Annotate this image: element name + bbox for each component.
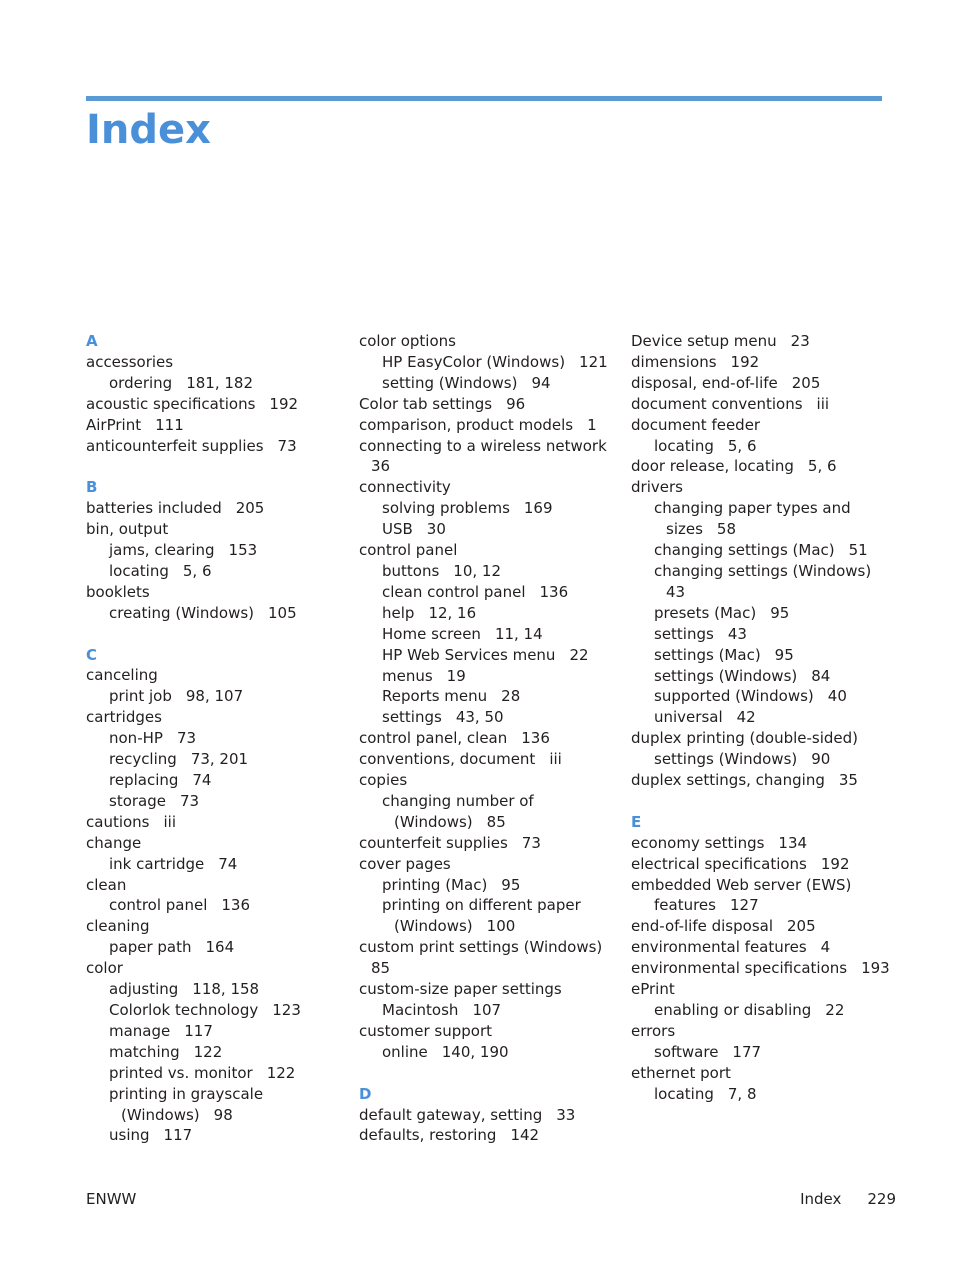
index-entry: [631, 770, 890, 791]
index-entry: [359, 331, 608, 352]
index-page-ref: 122: [266, 1063, 296, 1082]
index-page-ref: 105: [268, 603, 297, 622]
index-entry: [359, 979, 608, 1000]
index-page-ref: 107: [472, 1001, 502, 1019]
index-entry: [631, 979, 890, 1000]
index-entry: [86, 1042, 301, 1063]
index-term: features: [654, 896, 716, 915]
index-term: cartridges: [86, 708, 162, 727]
index-entry: [631, 895, 890, 916]
index-entry: [631, 666, 890, 687]
index-term: control panel, clean: [359, 729, 508, 748]
index-letter-heading: E: [631, 812, 642, 831]
index-page-ref: 136: [521, 729, 550, 748]
index-entry: [631, 477, 890, 498]
index-entry: [86, 561, 301, 582]
index-page-ref: 205: [787, 917, 816, 936]
index-page-ref: 96: [506, 394, 526, 413]
index-term: 43: [666, 582, 686, 601]
index-page-ref: 43: [727, 624, 747, 643]
index-page-ref: 98: [213, 1105, 233, 1124]
index-entry: [631, 958, 890, 979]
index-term: cautions: [86, 812, 150, 831]
index-term: settings: [654, 624, 714, 643]
index-page-ref: 74: [218, 854, 238, 873]
index-entry: [631, 394, 890, 415]
index-term: supported (Windows): [654, 687, 814, 706]
index-entry: [359, 1000, 608, 1021]
index-term: color: [86, 959, 123, 978]
index-term: custom-size paper settings: [359, 980, 562, 999]
index-entry: [359, 686, 608, 707]
index-page-ref: 90: [811, 750, 831, 769]
page-number: 229: [867, 1190, 896, 1208]
index-page-ref: 181, 182: [186, 373, 253, 392]
index-term: dimensions: [631, 352, 717, 371]
index-term: economy settings: [631, 833, 765, 852]
index-letter-heading: D: [359, 1084, 372, 1103]
index-page-ref: 98, 107: [185, 687, 244, 706]
index-entry: [631, 875, 890, 896]
index-term: HP EasyColor (Windows): [382, 352, 566, 371]
index-page-ref: iii: [549, 750, 562, 769]
index-term: conventions, document: [359, 750, 536, 769]
index-entry: [359, 498, 608, 519]
index-entry: [359, 937, 608, 958]
page-title: Index: [86, 107, 211, 153]
index-term: using: [109, 1126, 150, 1145]
index-term: end-of-life disposal: [631, 917, 773, 936]
index-term: connecting to a wireless network: [359, 436, 607, 455]
index-entry: [359, 394, 608, 415]
index-entry: [86, 749, 301, 770]
index-term: settings (Windows): [654, 666, 798, 685]
index-page-ref: 4: [820, 938, 831, 957]
index-entry: [86, 770, 301, 791]
index-entry: [86, 582, 301, 603]
index-letter-heading: A: [86, 332, 98, 350]
index-term: paper path: [109, 938, 192, 957]
index-page-ref: 140, 190: [441, 1042, 509, 1061]
index-page-ref: 73, 201: [190, 750, 249, 769]
index-page-ref: 10, 12: [453, 561, 502, 580]
index-entry: [359, 456, 608, 477]
index-entry: [86, 791, 301, 812]
index-entry: [359, 854, 608, 875]
index-entry: [86, 436, 301, 457]
index-entry: [631, 519, 890, 540]
index-column-1: [86, 331, 301, 1146]
index-entry: [86, 875, 301, 896]
index-entry: [359, 477, 608, 498]
index-term: control panel: [109, 896, 208, 915]
index-term: 85: [371, 959, 391, 978]
index-page-ref: 19: [446, 666, 466, 685]
index-term: (Windows): [121, 1105, 200, 1124]
index-column-3: [631, 331, 890, 1105]
index-page-ref: 33: [556, 1105, 576, 1124]
index-term: printing (Mac): [382, 875, 488, 894]
index-entry: [86, 937, 301, 958]
index-entry: [359, 603, 608, 624]
index-letter-heading: B: [86, 478, 98, 497]
index-term: online: [382, 1042, 428, 1061]
index-entry: [86, 958, 301, 979]
index-term: errors: [631, 1021, 676, 1040]
index-entry: [631, 686, 890, 707]
index-page-ref: iii: [816, 394, 830, 413]
index-page-ref: 23: [790, 332, 810, 350]
index-term: matching: [109, 1042, 180, 1061]
index-entry: [359, 1125, 608, 1146]
index-entry: [631, 1042, 890, 1063]
index-page-ref: 123: [272, 1000, 301, 1019]
index-page-ref: 58: [716, 520, 736, 539]
index-term: replacing: [109, 771, 179, 789]
index-term: door release, locating: [631, 457, 794, 476]
index-page-ref: 30: [426, 520, 446, 539]
index-entry: [359, 833, 608, 854]
index-entry: [359, 561, 608, 582]
index-term: changing settings (Windows): [654, 561, 872, 580]
index-term: Color tab settings: [359, 394, 493, 413]
index-term: comparison, product models: [359, 415, 574, 434]
index-entry: [86, 498, 301, 519]
index-term: solving problems: [382, 499, 510, 518]
index-page-ref: 73: [521, 833, 541, 852]
index-term: non-HP: [109, 729, 163, 748]
index-page-ref: 7, 8: [727, 1084, 757, 1103]
index-term: document feeder: [631, 415, 761, 434]
index-term: adjusting: [109, 980, 179, 999]
index-term: recycling: [109, 750, 177, 769]
index-term: accessories: [86, 352, 174, 371]
index-entry: [86, 1021, 301, 1042]
index-entry: [631, 833, 890, 854]
index-entry: [86, 895, 301, 916]
index-page-ref: 11, 14: [494, 624, 543, 643]
index-term: ink cartridge: [109, 854, 205, 873]
index-term: 36: [371, 457, 391, 476]
index-entry: [631, 540, 890, 561]
index-page-ref: 111: [155, 415, 184, 434]
index-page-ref: 85: [486, 812, 506, 831]
index-entry: [359, 770, 608, 791]
index-entry: [631, 645, 890, 666]
index-entry: [359, 352, 608, 373]
index-page-ref: 192: [820, 854, 850, 873]
index-entry: [86, 394, 301, 415]
index-entry: [631, 603, 890, 624]
index-entry: [631, 1000, 890, 1021]
index-page-ref: 74: [192, 771, 212, 789]
index-entry: [359, 791, 608, 812]
index-page-ref: 205: [235, 499, 265, 518]
index-term: settings (Mac): [654, 645, 761, 664]
index-term: bin, output: [86, 520, 169, 539]
index-entry: [631, 352, 890, 373]
index-entry: [86, 1084, 301, 1105]
index-term: (Windows): [394, 812, 473, 831]
index-page-ref: 136: [221, 896, 251, 915]
index-page-ref: 1: [587, 415, 597, 434]
index-entry: [631, 937, 890, 958]
index-term: jams, clearing: [109, 541, 215, 560]
index-term: buttons: [382, 561, 440, 580]
index-term: document conventions: [631, 394, 803, 413]
index-term: copies: [359, 771, 408, 790]
index-entry: [631, 749, 890, 770]
index-term: HP Web Services menu: [382, 645, 556, 664]
index-term: USB: [382, 520, 413, 539]
index-page-ref: 51: [848, 541, 868, 560]
index-page-ref: 12, 16: [428, 603, 477, 622]
index-term: Reports menu: [382, 687, 488, 706]
index-page-ref: 5, 6: [807, 457, 837, 476]
index-page-ref: 193: [861, 959, 890, 978]
index-term: presets (Mac): [654, 603, 757, 622]
index-entry: [631, 456, 890, 477]
index-term: color options: [359, 332, 456, 350]
index-entry: [631, 436, 890, 457]
index-column-2: [359, 331, 608, 1146]
index-term: defaults, restoring: [359, 1126, 497, 1145]
index-page-ref: 100: [486, 917, 516, 936]
index-term: (Windows): [394, 917, 473, 936]
index-entry: [86, 415, 301, 436]
index-entry: [359, 1042, 608, 1063]
title-rule: [86, 96, 882, 101]
index-entry: [86, 979, 301, 1000]
index-entry: [359, 519, 608, 540]
index-entry: [359, 916, 608, 937]
index-term: printing on different paper: [382, 896, 581, 915]
index-entry: [86, 1000, 301, 1021]
index-page-ref: 142: [510, 1126, 540, 1145]
index-term: locating: [109, 561, 169, 580]
index-letter-heading: C: [86, 645, 98, 664]
index-entry: [86, 665, 301, 686]
index-page-ref: 122: [193, 1042, 223, 1061]
index-entry: [359, 1105, 608, 1126]
index-entry: [359, 1021, 608, 1042]
index-term: software: [654, 1042, 719, 1061]
index-entry: [631, 854, 890, 875]
index-page-ref: 84: [811, 666, 831, 685]
index-term: printed vs. monitor: [109, 1063, 253, 1082]
index-entry: [86, 1063, 301, 1084]
index-page-ref: 42: [736, 708, 756, 727]
index-entry: [86, 707, 301, 728]
index-entry: [631, 331, 890, 352]
index-entry: [359, 436, 608, 457]
index-term: settings (Windows): [654, 750, 798, 769]
footer-section: Index: [800, 1190, 842, 1208]
index-term: AirPrint: [86, 415, 142, 434]
index-term: locating: [654, 436, 714, 455]
index-entry: [631, 728, 890, 749]
index-entry: [631, 582, 890, 603]
index-entry: [86, 373, 301, 394]
index-term: sizes: [666, 520, 703, 539]
index-entry: [359, 645, 608, 666]
index-term: change: [86, 833, 142, 852]
index-term: counterfeit supplies: [359, 833, 508, 852]
index-entry: [86, 1125, 301, 1146]
index-entry: [631, 415, 890, 436]
index-page-ref: 117: [184, 1021, 213, 1040]
footer-left: ENWW: [86, 1190, 137, 1208]
index-entry: [359, 540, 608, 561]
index-entry: [359, 373, 608, 394]
index-term: default gateway, setting: [359, 1105, 543, 1124]
index-page-ref: 40: [827, 687, 847, 706]
index-page-ref: 5, 6: [727, 436, 757, 455]
index-page-ref: 73: [179, 791, 200, 810]
index-entry: [86, 603, 301, 624]
index-entry: [359, 666, 608, 687]
index-page-ref: 95: [501, 875, 521, 894]
index-term: ordering: [109, 373, 173, 392]
index-term: changing settings (Mac): [654, 541, 835, 560]
index-term: disposal, end-of-life: [631, 373, 778, 392]
index-page-ref: 43, 50: [455, 708, 504, 727]
index-term: manage: [109, 1021, 171, 1040]
index-entry: [86, 728, 301, 749]
index-term: settings: [382, 708, 442, 727]
index-term: duplex settings, changing: [631, 771, 825, 790]
index-term: changing number of: [382, 791, 534, 810]
index-entry: [86, 519, 301, 540]
index-entry: [631, 561, 890, 582]
index-term: changing paper types and: [654, 499, 851, 518]
index-page-ref: 117: [163, 1126, 193, 1145]
index-term: embedded Web server (EWS): [631, 875, 852, 894]
index-term: environmental specifications: [631, 959, 848, 978]
index-page-ref: 28: [501, 687, 521, 706]
index-page-ref: 192: [730, 352, 760, 371]
index-entry: [359, 895, 608, 916]
index-term: ethernet port: [631, 1063, 731, 1082]
index-term: control panel: [359, 541, 458, 560]
index-term: setting (Windows): [382, 373, 518, 392]
index-page-ref: iii: [163, 812, 177, 831]
index-page-ref: 73: [277, 436, 297, 455]
index-term: enabling or disabling: [654, 1000, 812, 1019]
index-term: custom print settings (Windows): [359, 938, 603, 957]
index-term: help: [382, 603, 415, 622]
index-page-ref: 73: [176, 729, 197, 748]
index-page-ref: 95: [770, 603, 790, 622]
index-page-ref: 153: [228, 541, 258, 560]
index-term: duplex printing (double-sided): [631, 729, 859, 748]
index-term: clean control panel: [382, 582, 526, 601]
index-page-ref: 136: [539, 582, 569, 601]
index-page-ref: 164: [205, 938, 235, 957]
index-entry: [86, 1105, 301, 1126]
index-term: environmental features: [631, 938, 807, 957]
index-entry: [631, 373, 890, 394]
index-term: universal: [654, 708, 723, 727]
index-term: connectivity: [359, 478, 451, 497]
index-term: electrical specifications: [631, 854, 807, 873]
index-term: batteries included: [86, 499, 222, 518]
index-term: cover pages: [359, 854, 451, 873]
index-term: creating (Windows): [109, 603, 255, 622]
index-term: print job: [109, 687, 172, 706]
index-page-ref: 22: [825, 1000, 845, 1019]
index-entry: [359, 624, 608, 645]
index-term: printing in grayscale: [109, 1084, 264, 1103]
index-term: clean: [86, 875, 127, 894]
index-entry: [359, 728, 608, 749]
index-entry: [631, 1084, 890, 1105]
index-page-ref: 5, 6: [182, 561, 212, 580]
index-entry: [631, 707, 890, 728]
index-entry: [631, 916, 890, 937]
index-page-ref: 205: [791, 373, 821, 392]
index-page-ref: 192: [269, 394, 299, 413]
index-entry: [359, 707, 608, 728]
index-entry: [86, 352, 301, 373]
index-page-ref: 94: [531, 373, 551, 392]
index-entry: [631, 498, 890, 519]
index-term: anticounterfeit supplies: [86, 436, 264, 455]
index-page-ref: 134: [778, 833, 808, 852]
index-entry: [631, 1063, 890, 1084]
index-page-ref: 121: [579, 352, 608, 371]
index-term: menus: [382, 666, 433, 685]
index-entry: [359, 749, 608, 770]
index-term: Colorlok technology: [109, 1000, 259, 1019]
index-entry: [359, 812, 608, 833]
index-term: Macintosh: [382, 1001, 459, 1019]
index-entry: [359, 958, 608, 979]
index-page-ref: 22: [569, 645, 589, 664]
index-entry: [86, 540, 301, 561]
index-entry: [631, 624, 890, 645]
index-page-ref: 169: [523, 499, 553, 518]
index-term: booklets: [86, 582, 150, 601]
index-term: ePrint: [631, 980, 675, 999]
index-term: storage: [109, 791, 166, 810]
index-term: acoustic specifications: [86, 394, 256, 413]
index-page-ref: 118, 158: [192, 980, 260, 999]
index-term: customer support: [359, 1021, 492, 1040]
index-term: canceling: [86, 666, 158, 685]
index-term: Home screen: [382, 624, 481, 643]
index-term: drivers: [631, 478, 683, 497]
index-page-ref: 177: [732, 1042, 762, 1061]
index-entry: [86, 916, 301, 937]
footer-right: [800, 1188, 896, 1210]
index-entry: [86, 686, 301, 707]
index-entry: [359, 415, 608, 436]
index-entry: [631, 1021, 890, 1042]
index-term: Device setup menu: [631, 332, 777, 350]
index-page-ref: 35: [838, 771, 858, 790]
index-term: cleaning: [86, 917, 150, 936]
index-page-ref: 95: [774, 645, 794, 664]
index-entry: [86, 812, 301, 833]
index-entry: [359, 875, 608, 896]
index-entry: [86, 854, 301, 875]
index-entry: [359, 582, 608, 603]
index-term: locating: [654, 1084, 714, 1103]
index-page-ref: 127: [729, 896, 759, 915]
index-entry: [86, 833, 301, 854]
